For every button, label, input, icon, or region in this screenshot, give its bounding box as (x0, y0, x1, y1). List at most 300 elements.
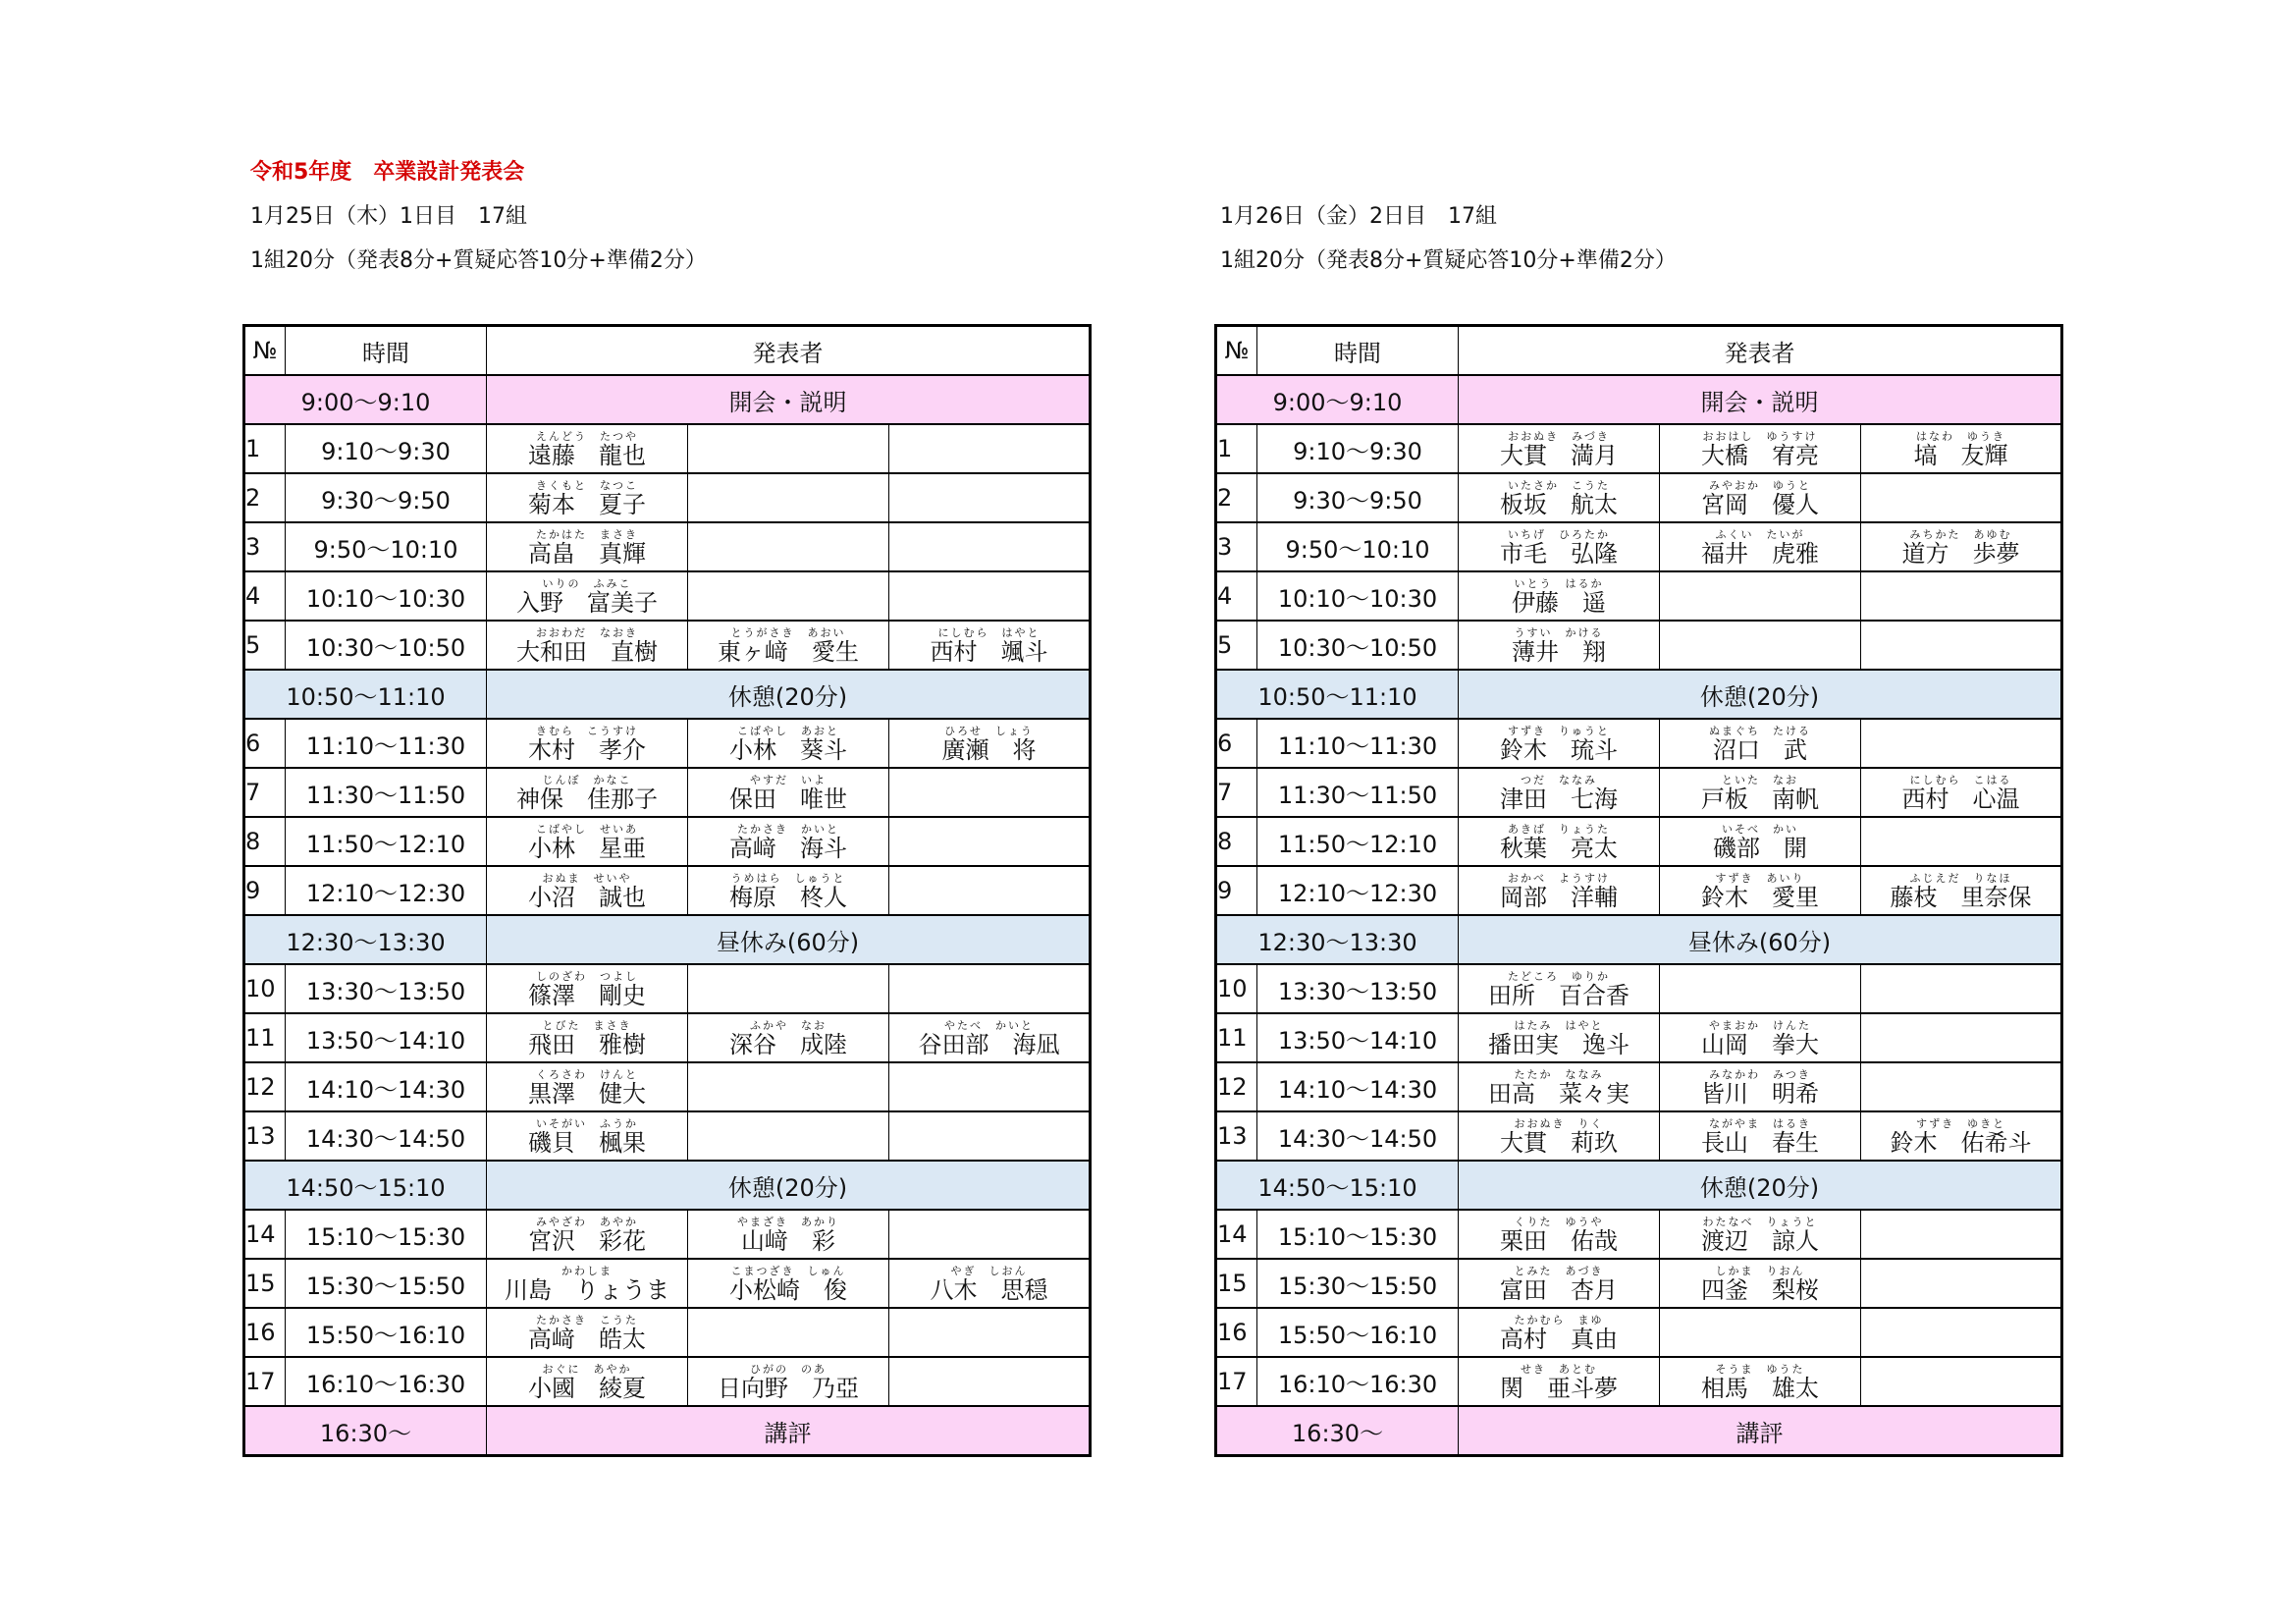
presenter-cell (1660, 424, 1861, 473)
break-row (244, 1406, 1091, 1456)
break-time: 14:50～15:10 (1216, 1161, 1459, 1210)
presenter-cell (889, 1210, 1091, 1259)
slot-number: 8 (244, 817, 286, 866)
presenter-cell (688, 1111, 889, 1161)
presenter-furigana: じんぼ かなこ (542, 774, 632, 786)
presenter-name: 篠澤 剛史 (528, 982, 646, 1009)
slot-number: 4 (1216, 571, 1257, 621)
presenter-name: 大貫 満月 (1500, 442, 1618, 469)
slot-number: 9 (244, 866, 286, 915)
schedule-row (1216, 1210, 2062, 1259)
schedule-row (244, 1111, 1091, 1161)
presenter-name: 小林 葵斗 (729, 736, 847, 764)
presenter-name: 大和田 直樹 (516, 638, 658, 666)
schedule-row (244, 964, 1091, 1013)
presenter-cell (487, 866, 688, 915)
schedule-row (1216, 1259, 2062, 1308)
presenter-furigana: あきば りょうた (1508, 823, 1610, 836)
presenter-cell (1660, 817, 1861, 866)
presenter-cell (688, 522, 889, 571)
slot-time: 9:50～10:10 (286, 522, 487, 571)
slot-time: 13:30～13:50 (286, 964, 487, 1013)
presenter-name: 藤枝 里奈保 (1890, 884, 2032, 911)
presenter-furigana: とびた まさき (542, 1019, 632, 1032)
slot-time: 11:50～12:10 (286, 817, 487, 866)
presenter-name: 谷田部 海凪 (918, 1031, 1060, 1058)
header-time: 時間 (1257, 326, 1459, 376)
slot-time: 16:10～16:30 (1257, 1357, 1459, 1406)
slot-number: 15 (1216, 1259, 1257, 1308)
presenter-furigana: いそがい ふうか (536, 1117, 638, 1130)
presenter-cell (688, 768, 889, 817)
presenter-name: 伊藤 遥 (1512, 589, 1606, 617)
presenter-furigana: みやおか ゆうと (1709, 479, 1811, 492)
presenter-name: 皆川 明希 (1701, 1080, 1819, 1108)
schedule-row (1216, 817, 2062, 866)
schedule-row (1216, 1357, 2062, 1406)
presenter-name: 鈴木 愛里 (1701, 884, 1819, 911)
presenter-name: 高村 真由 (1500, 1326, 1618, 1353)
slot-number: 3 (1216, 522, 1257, 571)
presenter-cell (487, 1308, 688, 1357)
presenter-cell (688, 1357, 889, 1406)
presenter-name: 山﨑 彩 (741, 1227, 835, 1255)
presenter-name: 秋葉 亮太 (1500, 835, 1618, 862)
slot-time: 15:10～15:30 (1257, 1210, 1459, 1259)
presenter-cell (487, 1013, 688, 1062)
presenter-name: 塙 友輝 (1913, 442, 2008, 469)
presenter-cell (889, 1013, 1091, 1062)
presenter-cell (1459, 964, 1660, 1013)
presenter-cell (688, 866, 889, 915)
presenter-name: 薄井 翔 (1512, 638, 1606, 666)
slot-number: 13 (1216, 1111, 1257, 1161)
presenter-cell (1861, 571, 2062, 621)
presenter-name: 板坂 航太 (1500, 491, 1618, 518)
presenter-name: 関 亜斗夢 (1500, 1375, 1618, 1402)
slot-number: 11 (1216, 1013, 1257, 1062)
presenter-name: 田所 百合香 (1488, 982, 1629, 1009)
slot-time: 15:10～15:30 (286, 1210, 487, 1259)
presenter-cell (1861, 719, 2062, 768)
presenter-cell (1660, 621, 1861, 670)
presenter-name: 小林 星亜 (528, 835, 646, 862)
presenter-furigana: いりの ふみこ (542, 577, 632, 590)
schedule-row (1216, 522, 2062, 571)
presenter-furigana: うめはら しゅうと (730, 872, 846, 885)
presenter-furigana: すずき ゆきと (1915, 1117, 2006, 1130)
presenter-cell (487, 424, 688, 473)
schedule-row (1216, 768, 2062, 817)
presenter-name: 長山 春生 (1701, 1129, 1819, 1157)
presenter-furigana: くりた ゆうや (1514, 1216, 1604, 1228)
presenter-name: 神保 佳那子 (516, 785, 658, 813)
break-time: 10:50～11:10 (1216, 670, 1459, 719)
schedule-row (1216, 866, 2062, 915)
presenter-cell (487, 1357, 688, 1406)
presenter-cell (1861, 621, 2062, 670)
presenter-furigana: おぬま せいや (542, 872, 632, 885)
presenter-cell (1660, 768, 1861, 817)
presenter-cell (1459, 473, 1660, 522)
slot-number: 16 (244, 1308, 286, 1357)
presenter-cell (1660, 1259, 1861, 1308)
presenter-cell (1459, 719, 1660, 768)
presenter-cell (889, 571, 1091, 621)
presenter-name: 入野 富美子 (516, 589, 658, 617)
presenter-name: 鈴木 琉斗 (1500, 736, 1618, 764)
schedule-row (244, 866, 1091, 915)
presenter-name: 東ヶ﨑 愛生 (718, 638, 859, 666)
slot-number: 12 (244, 1062, 286, 1111)
presenter-cell (1459, 1210, 1660, 1259)
slot-time: 14:30～14:50 (286, 1111, 487, 1161)
presenter-name: 小松崎 俊 (729, 1276, 847, 1304)
presenter-cell (1459, 621, 1660, 670)
break-row (1216, 1161, 2062, 1210)
presenter-furigana: うすい かける (1514, 626, 1604, 639)
presenter-cell (688, 621, 889, 670)
schedule-row (244, 719, 1091, 768)
slot-number: 4 (244, 571, 286, 621)
slot-time: 12:10～12:30 (286, 866, 487, 915)
break-label: 開会・説明 (487, 375, 1091, 424)
slot-number: 1 (1216, 424, 1257, 473)
schedule-row (244, 1013, 1091, 1062)
presenter-cell (487, 817, 688, 866)
presenter-cell (1459, 1259, 1660, 1308)
schedule-row (1216, 571, 2062, 621)
day1-date-line: 1月25日（木）1日目 17組 (250, 204, 527, 229)
break-label: 講評 (487, 1406, 1091, 1456)
presenter-cell (1861, 1111, 2062, 1161)
slot-time: 14:10～14:30 (1257, 1062, 1459, 1111)
presenter-name: 福井 虎雅 (1701, 540, 1819, 568)
presenter-cell (1861, 964, 2062, 1013)
presenter-furigana: すずき りゅうと (1507, 725, 1611, 737)
presenter-name: 高﨑 皓太 (528, 1326, 646, 1353)
slot-time: 10:30～10:50 (286, 621, 487, 670)
presenter-cell (889, 817, 1091, 866)
presenter-furigana: わたなべ りょうと (1702, 1216, 1818, 1228)
presenter-cell (1861, 1357, 2062, 1406)
break-row (244, 375, 1091, 424)
slot-number: 12 (1216, 1062, 1257, 1111)
schedule-row (1216, 1013, 2062, 1062)
header-row (244, 326, 1091, 376)
presenter-name: 播田実 逸斗 (1488, 1031, 1629, 1058)
slot-time: 15:50～16:10 (286, 1308, 487, 1357)
presenter-cell (1459, 817, 1660, 866)
presenter-cell (1459, 1357, 1660, 1406)
presenter-furigana: やたべ かいと (944, 1019, 1035, 1032)
header-no: № (244, 326, 286, 376)
break-time: 16:30～ (1216, 1406, 1459, 1456)
page-title: 令和5年度 卒業設計発表会 (250, 160, 525, 185)
slot-number: 11 (244, 1013, 286, 1062)
slot-time: 10:10～10:30 (286, 571, 487, 621)
break-label: 休憩(20分) (1459, 1161, 2062, 1210)
presenter-furigana: そうま ゆうた (1715, 1363, 1805, 1376)
presenter-cell (1861, 1013, 2062, 1062)
slot-time: 15:50～16:10 (1257, 1308, 1459, 1357)
slot-number: 13 (244, 1111, 286, 1161)
presenter-name: 岡部 洋輔 (1500, 884, 1618, 911)
schedule-row (244, 817, 1091, 866)
header-presenters: 発表者 (487, 326, 1091, 376)
presenter-furigana: たどころ ゆりか (1508, 970, 1610, 983)
presenter-cell (1861, 1062, 2062, 1111)
presenter-cell (1660, 473, 1861, 522)
slot-number: 14 (1216, 1210, 1257, 1259)
presenter-cell (1660, 719, 1861, 768)
presenter-furigana: やすだ いよ (750, 774, 827, 786)
schedule-row (244, 1357, 1091, 1406)
presenter-cell (1660, 522, 1861, 571)
presenter-cell (1861, 768, 2062, 817)
presenter-cell (688, 1013, 889, 1062)
presenter-cell (889, 719, 1091, 768)
schedule-row (1216, 964, 2062, 1013)
break-time: 14:50～15:10 (244, 1161, 487, 1210)
presenter-name: 田高 菜々実 (1488, 1080, 1629, 1108)
day2-format-line: 1組20分（発表8分+質疑応答10分+準備2分） (1220, 248, 1677, 273)
slot-number: 17 (1216, 1357, 1257, 1406)
schedule-row (244, 1259, 1091, 1308)
slot-number: 15 (244, 1259, 286, 1308)
schedule-row (1216, 473, 2062, 522)
presenter-furigana: いとう はるか (1514, 577, 1604, 590)
break-row (1216, 670, 2062, 719)
presenter-furigana: みなかわ みつき (1709, 1068, 1811, 1081)
slot-number: 3 (244, 522, 286, 571)
presenter-furigana: きくもと なつこ (536, 479, 638, 492)
presenter-furigana: やまざき あかり (737, 1216, 839, 1228)
slot-time: 10:30～10:50 (1257, 621, 1459, 670)
presenter-furigana: やまおか けんた (1709, 1019, 1811, 1032)
slot-number: 7 (1216, 768, 1257, 817)
presenter-furigana: おおぬき みづき (1508, 430, 1610, 443)
presenter-furigana: ふじえだ りなほ (1909, 872, 2012, 885)
break-time: 9:00～9:10 (1216, 375, 1459, 424)
presenter-cell (688, 1308, 889, 1357)
presenter-furigana: とみた あづき (1514, 1265, 1604, 1277)
presenter-furigana: はなわ ゆうき (1916, 430, 2006, 443)
break-label: 昼休み(60分) (487, 915, 1091, 964)
presenter-cell (688, 424, 889, 473)
presenter-cell (1660, 1062, 1861, 1111)
presenter-cell (688, 1210, 889, 1259)
presenter-name: 黒澤 健大 (528, 1080, 646, 1108)
presenter-name: 遠藤 龍也 (528, 442, 646, 469)
header-row (1216, 326, 2062, 376)
schedule-row (244, 1210, 1091, 1259)
slot-time: 16:10～16:30 (286, 1357, 487, 1406)
break-row (1216, 1406, 2062, 1456)
presenter-name: 廣瀬 将 (941, 736, 1037, 764)
break-label: 休憩(20分) (487, 670, 1091, 719)
slot-number: 2 (1216, 473, 1257, 522)
day1-format-line: 1組20分（発表8分+質疑応答10分+準備2分） (250, 248, 707, 273)
presenter-cell (1861, 1259, 2062, 1308)
presenter-cell (487, 473, 688, 522)
presenter-name: 日向野 乃亞 (718, 1375, 859, 1402)
day2-date-line: 1月26日（金）2日目 17組 (1220, 204, 1497, 229)
presenter-furigana: とうがさき あおい (730, 626, 846, 639)
slot-time: 14:10～14:30 (286, 1062, 487, 1111)
presenter-furigana: こばやし せいあ (536, 823, 638, 836)
slot-time: 9:50～10:10 (1257, 522, 1459, 571)
presenter-cell (487, 571, 688, 621)
slot-time: 11:30～11:50 (286, 768, 487, 817)
presenter-furigana: くろさわ けんと (536, 1068, 638, 1081)
presenter-furigana: おおわだ なおき (536, 626, 638, 639)
presenter-cell (1660, 1111, 1861, 1161)
presenter-cell (889, 1308, 1091, 1357)
slot-time: 11:50～12:10 (1257, 817, 1459, 866)
presenter-cell (487, 1210, 688, 1259)
presenter-cell (487, 1111, 688, 1161)
slot-time: 12:10～12:30 (1257, 866, 1459, 915)
presenter-furigana: おぐに あやか (542, 1363, 632, 1376)
presenter-furigana: みやざわ あやか (536, 1216, 638, 1228)
presenter-cell (1459, 522, 1660, 571)
presenter-furigana: ひろせ しょう (944, 725, 1034, 737)
presenter-name: 大橋 宥亮 (1701, 442, 1819, 469)
schedule-row (244, 473, 1091, 522)
presenter-furigana: おかべ ようすけ (1508, 872, 1610, 885)
presenter-cell (688, 1062, 889, 1111)
schedule-row (244, 424, 1091, 473)
presenter-furigana: ふかや なお (750, 1019, 827, 1032)
schedule-row (1216, 621, 2062, 670)
break-time: 9:00～9:10 (244, 375, 487, 424)
presenter-cell (688, 571, 889, 621)
slot-number: 2 (244, 473, 286, 522)
day1-schedule-table (242, 324, 1092, 1457)
presenter-furigana: にしむら はやと (937, 626, 1041, 639)
slot-number: 8 (1216, 817, 1257, 866)
presenter-name: 市毛 弘隆 (1500, 540, 1618, 568)
slot-number: 14 (244, 1210, 286, 1259)
presenter-name: 四釜 梨桜 (1701, 1276, 1819, 1304)
slot-time: 15:30～15:50 (286, 1259, 487, 1308)
presenter-name: 西村 颯斗 (930, 638, 1048, 666)
presenter-cell (1660, 1308, 1861, 1357)
slot-time: 9:10～9:30 (1257, 424, 1459, 473)
presenter-cell (889, 621, 1091, 670)
presenter-cell (1660, 1210, 1861, 1259)
presenter-furigana: つだ ななみ (1521, 774, 1597, 786)
header-time: 時間 (286, 326, 487, 376)
break-label: 開会・説明 (1459, 375, 2062, 424)
presenter-furigana: ひがの のあ (750, 1363, 827, 1376)
presenter-name: 鈴木 佑希斗 (1890, 1129, 2032, 1157)
break-row (1216, 915, 2062, 964)
slot-number: 5 (1216, 621, 1257, 670)
presenter-name: 山岡 拳大 (1701, 1031, 1819, 1058)
presenter-furigana: しのざわ つよし (536, 970, 638, 983)
presenter-name: 磯部 開 (1713, 835, 1807, 862)
presenter-furigana: すずき あいり (1715, 872, 1805, 885)
presenter-cell (1660, 964, 1861, 1013)
presenter-cell (889, 866, 1091, 915)
schedule-row (244, 1062, 1091, 1111)
presenter-name: 木村 孝介 (528, 736, 646, 764)
presenter-name: 沼口 武 (1713, 736, 1807, 764)
break-label: 講評 (1459, 1406, 2062, 1456)
presenter-cell (1459, 1013, 1660, 1062)
slot-time: 9:10～9:30 (286, 424, 487, 473)
presenter-name: 菊本 夏子 (528, 491, 646, 518)
slot-number: 5 (244, 621, 286, 670)
schedule-row (1216, 1308, 2062, 1357)
presenter-name: 大貫 莉玖 (1500, 1129, 1618, 1157)
presenter-cell (688, 719, 889, 768)
presenter-cell (1660, 1357, 1861, 1406)
schedule-row (1216, 1062, 2062, 1111)
presenter-cell (889, 424, 1091, 473)
presenter-cell (487, 768, 688, 817)
slot-number: 6 (1216, 719, 1257, 768)
presenter-name: 西村 心温 (1901, 785, 2020, 813)
presenter-cell (1861, 473, 2062, 522)
presenter-cell (487, 1062, 688, 1111)
break-time: 12:30～13:30 (1216, 915, 1459, 964)
schedule-row (1216, 719, 2062, 768)
presenter-name: 津田 七海 (1500, 785, 1618, 813)
presenter-name: 飛田 雅樹 (528, 1031, 646, 1058)
slot-time: 11:30～11:50 (1257, 768, 1459, 817)
presenter-name: 戸板 南帆 (1701, 785, 1819, 813)
presenter-furigana: いちげ ひろたか (1508, 528, 1610, 541)
presenter-cell (1861, 424, 2062, 473)
presenter-furigana: こまつざき しゅん (730, 1265, 846, 1277)
presenter-cell (1459, 768, 1660, 817)
presenter-furigana: たたか ななみ (1514, 1068, 1604, 1081)
schedule-row (244, 768, 1091, 817)
presenter-furigana: たかはた まさき (536, 528, 638, 541)
presenter-cell (889, 1111, 1091, 1161)
schedule-row (244, 522, 1091, 571)
presenter-cell (688, 817, 889, 866)
schedule-row (1216, 1111, 2062, 1161)
presenter-cell (1861, 817, 2062, 866)
presenter-cell (1459, 1111, 1660, 1161)
presenter-furigana: といた なお (1722, 774, 1798, 786)
schedule-row (1216, 424, 2062, 473)
slot-number: 17 (244, 1357, 286, 1406)
presenter-cell (1861, 866, 2062, 915)
presenter-name: 栗田 佑哉 (1500, 1227, 1618, 1255)
presenter-name: 小沼 誠也 (528, 884, 646, 911)
presenter-cell (487, 964, 688, 1013)
break-label: 昼休み(60分) (1459, 915, 2062, 964)
presenter-furigana: たかさき かいと (737, 823, 839, 836)
presenter-name: 八木 思穏 (930, 1276, 1048, 1304)
presenter-cell (889, 473, 1091, 522)
day2-schedule-table (1214, 324, 2063, 1457)
presenter-furigana: いたさか こうた (1508, 479, 1610, 492)
presenter-furigana: こばやし あおと (737, 725, 839, 737)
presenter-cell (889, 1357, 1091, 1406)
break-row (1216, 375, 2062, 424)
slot-time: 10:10～10:30 (1257, 571, 1459, 621)
slot-time: 11:10～11:30 (1257, 719, 1459, 768)
presenter-cell (1861, 522, 2062, 571)
slot-time: 9:30～9:50 (286, 473, 487, 522)
presenter-cell (487, 719, 688, 768)
